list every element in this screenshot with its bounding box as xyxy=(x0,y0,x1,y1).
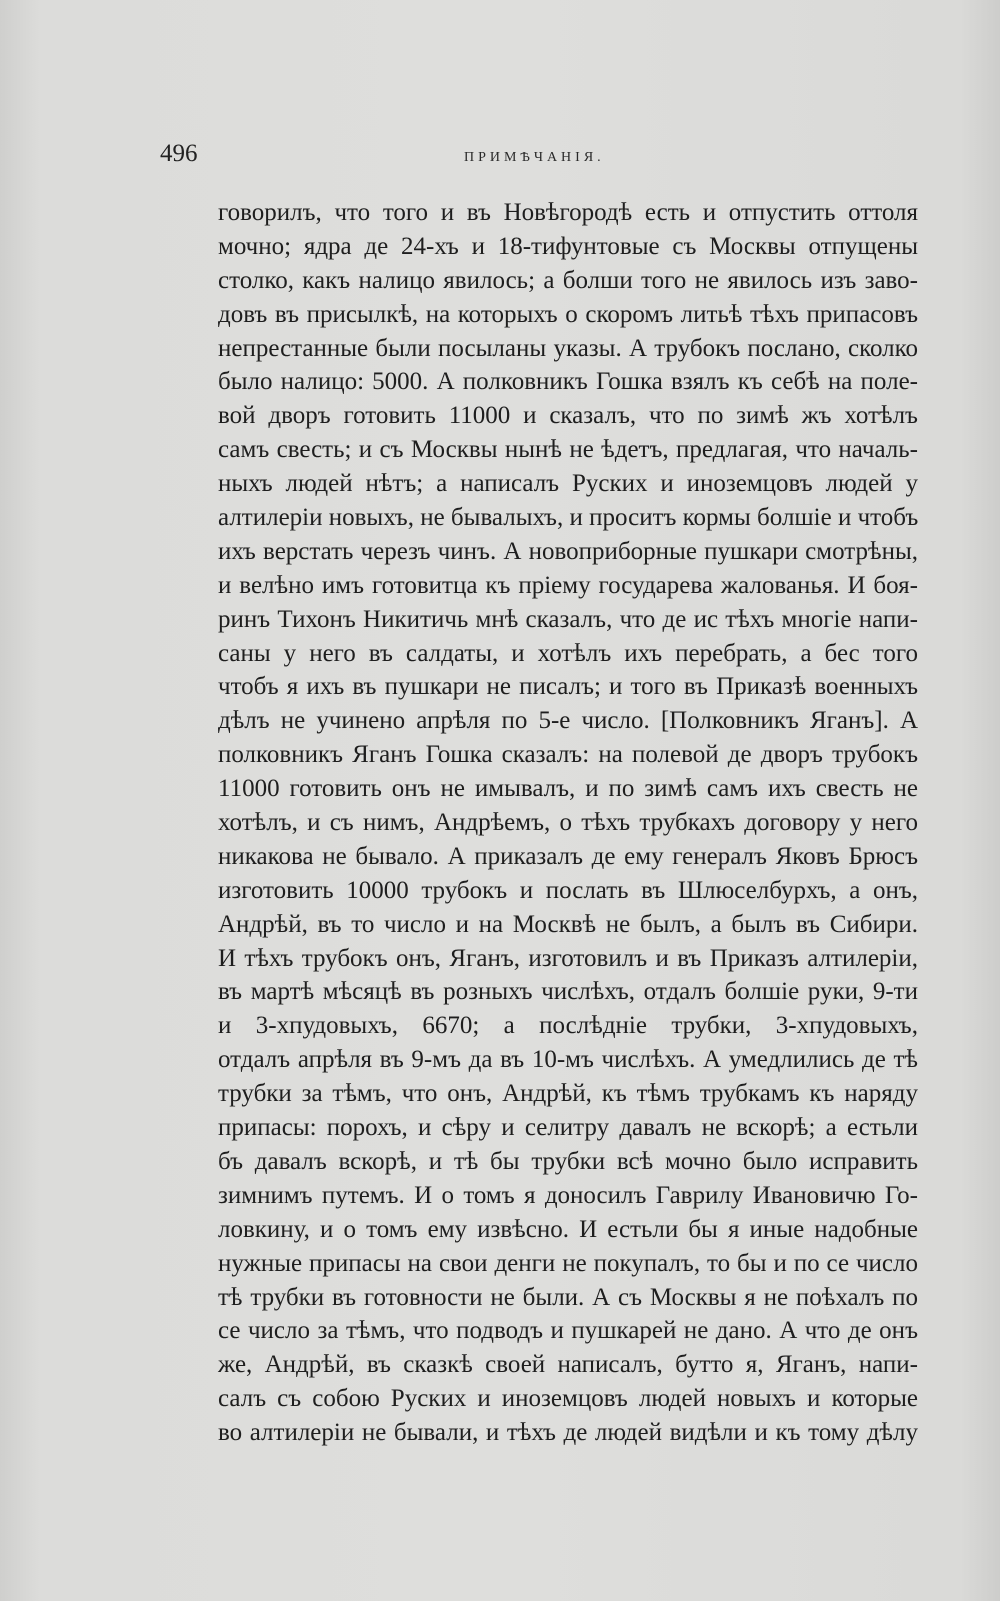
text-line: ринъ Тихонъ Никитичь мнѣ сказалъ, что де ис тѣхъ многіе напи- xyxy=(218,605,918,633)
text-line: тѣ трубки въ готовности не были. А съ Москвы я не поѣхалъ по xyxy=(218,1283,918,1311)
page-number: 496 xyxy=(160,140,198,167)
text-line: салъ съ собою Руских и иноземцовъ людей новыхъ и которые xyxy=(218,1385,918,1413)
text-line: припасы: порохъ, и сѣру и селитру давалъ не вскорѣ; а естьли xyxy=(218,1114,918,1142)
text-line: трубки за тѣмъ, что онъ, Андрѣй, къ тѣмъ трубкамъ къ наряду xyxy=(218,1080,918,1108)
text-line: се число за тѣмъ, что подводъ и пушкарей не дано. А что де онъ xyxy=(218,1317,918,1345)
text-line: ихъ верстать черезъ чинъ. А новоприборные пушкари смотрѣны, xyxy=(218,537,918,565)
text-line: же, Андрѣй, въ сказкѣ своей написалъ, бутто я, Яганъ, напи- xyxy=(218,1351,918,1379)
text-line: ныхъ людей нѣтъ; а написалъ Руских и иноземцовъ людей у xyxy=(218,470,918,498)
text-line: во алтилеріи не бывали, и тѣхъ де людей видѣли и къ тому дѣлу xyxy=(218,1419,918,1447)
text-line: и 3-хпудовыхъ, 6670; а послѣдніе трубки, 3-хпудовыхъ, xyxy=(218,1012,918,1040)
body-text xyxy=(218,196,918,1450)
text-line: И тѣхъ трубокъ онъ, Яганъ, изготовилъ и въ Приказъ алтилеріи, xyxy=(218,944,918,972)
text-line: никакова не бывало. А приказалъ де ему генералъ Яковъ Брюсъ xyxy=(218,842,918,870)
text-line: ловкину, и о томъ ему извѣсно. И естьли бы я иные надобные xyxy=(218,1215,918,1243)
text-line: дѣлъ не учинено апрѣля по 5-е число. [Полковникъ Яганъ]. А xyxy=(218,707,918,735)
text-line: и велѣно имъ готовитца къ пріему государева жалованья. И боя- xyxy=(218,571,918,599)
text-line: мочно; ядра де 24-хъ и 18-тифунтовые съ Москвы отпущены xyxy=(218,232,918,260)
text-line: алтилеріи новыхъ, не бывалыхъ, и проситъ кормы болшіе и чтобъ xyxy=(218,504,919,532)
text-line: Андрѣй, въ то число и на Москвѣ не былъ, а былъ въ Сибири. xyxy=(218,910,918,938)
text-line: саны у него въ салдаты, и хотѣлъ ихъ перебрать, а бес того xyxy=(218,639,918,667)
text-line: 11000 готовить онъ не имывалъ, и по зимѣ самъ ихъ свесть не xyxy=(218,775,918,803)
text-line: въ мартѣ мѣсяцѣ въ розныхъ числѣхъ, отдалъ болшіе руки, 9-ти xyxy=(218,978,918,1006)
running-title: ПРИМѢЧАНІЯ. xyxy=(464,150,605,165)
text-line: изготовить 10000 трубокъ и послать въ Шлюселбурхъ, а онъ, xyxy=(218,876,918,904)
text-line: бъ давалъ вскорѣ, и тѣ бы трубки всѣ мочно было исправить xyxy=(218,1147,918,1175)
text-line: самъ свесть; и съ Москвы нынѣ не ѣдетъ, предлагая, что началь- xyxy=(218,436,918,464)
text-line: непрестанные были посыланы указы. А трубокъ послано, сколко xyxy=(218,334,918,362)
text-line: вой дворъ готовить 11000 и сказалъ, что по зимѣ жъ хотѣлъ xyxy=(218,402,918,430)
text-line: столко, какъ налицо явилось; а болши того не явилось изъ заво- xyxy=(218,266,918,294)
text-line: хотѣлъ, и съ нимъ, Андрѣемъ, о тѣхъ трубкахъ договору у него xyxy=(218,809,918,837)
text-line: отдалъ апрѣля въ 9-мъ да въ 10-мъ числѣхъ. А умедлились де тѣ xyxy=(218,1046,918,1074)
text-line: нужные припасы на свои денги не покупалъ, то бы и по се число xyxy=(218,1249,918,1277)
text-line: полковникъ Яганъ Гошка сказалъ: на полевой де дворъ трубокъ xyxy=(218,741,918,769)
text-line: чтобъ я ихъ въ пушкари не писалъ; и того въ Приказѣ военныхъ xyxy=(218,673,918,701)
text-line: говорилъ, что того и въ Новѣгородѣ есть и отпустить оттоля xyxy=(218,199,918,226)
text-line: было налицо: 5000. А полковникъ Гошка взялъ къ себѣ на поле- xyxy=(218,368,918,396)
text-line: зимнимъ путемъ. И о томъ я доносилъ Гаврилу Ивановичю Го- xyxy=(218,1181,918,1209)
text-line: довъ въ присылкѣ, на которыхъ о скоромъ литьѣ тѣхъ припасовъ xyxy=(218,300,918,328)
